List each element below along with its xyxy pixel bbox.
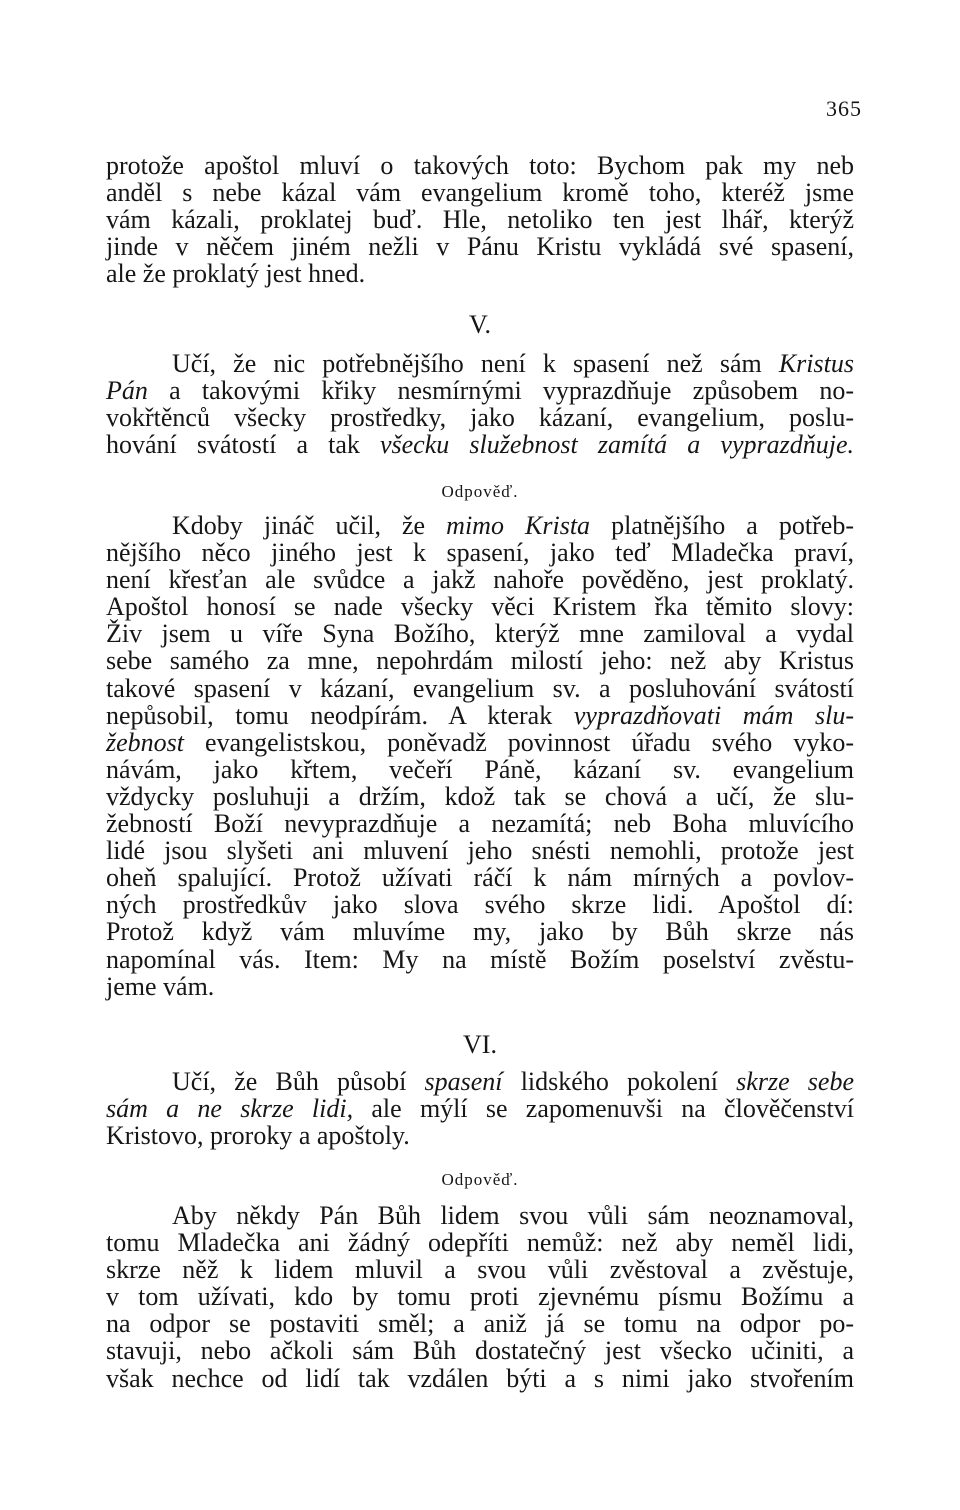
text-line: Kdoby jináč učil, že mimo Krista platnějšího a potřeb-	[172, 511, 854, 540]
text-line: vám kázali, proklatej buď. Hle, netoliko ten jest lhář, kterýž	[106, 205, 854, 235]
text-line: Živ jsem u víře Syna Božího, kterýž mne zamiloval a vydal	[106, 619, 854, 649]
text-line: na odpor se postaviti směl; a aniž já se tomu na odpor po-	[106, 1309, 854, 1339]
text-line: Kristovo, proroky a apoštoly.	[106, 1121, 410, 1151]
answer-label-vi: Odpověď.	[441, 1170, 519, 1189]
section-heading-v: V.	[469, 310, 491, 339]
page-number: 365	[826, 96, 862, 121]
text-line: Učí, že nic potřebnějšího není k spasení než sám Kristus	[172, 349, 854, 378]
text-line: oheň spalující. Protož užívati ráčí k nám mírných a povlov-	[106, 863, 854, 893]
text-line: Učí, že Bůh působí spasení lidského pokolení skrze sebe	[172, 1067, 854, 1096]
text-line: hování svátostí a tak všecku služebnost zamítá a vyprazdňuje.	[106, 430, 854, 460]
text-line: stavuji, nebo ačkoli sám Bůh dostatečný jest všecko učiniti, a	[106, 1336, 854, 1366]
answer-label-v: Odpověď.	[441, 482, 519, 501]
section-v-thesis	[106, 350, 854, 458]
text-line: vždycky posluhuji a držím, kdož tak se chová a učí, že slu-	[106, 781, 854, 811]
text-line: anděl s nebe kázal vám evangelium kromě toho, kteréž jsme	[106, 178, 854, 208]
text-line: lidé jsou slyšeti ani mluvení jeho snésti nemohli, protože jest	[106, 836, 854, 866]
text-line: nepůsobil, tomu neodpírám. A kterak vyprazdňovati mám slu-	[106, 700, 855, 730]
section-v-answer	[106, 512, 854, 1000]
text-line: Protož když vám mluvíme my, jako by Bůh skrze nás	[106, 917, 854, 947]
text-line: jinde v něčem jiném nežli v Pánu Kristu vykládá své spasení,	[106, 232, 854, 262]
text-line: Pán a takovými křiky nesmírnými vyprazdňuje způsobem no-	[106, 376, 854, 406]
text-line: návám, jako křtem, večeří Páně, kázaní sv. evangelium	[106, 754, 854, 784]
text-line: žebnost evangelistskou, poněvadž povinnost úřadu svého vyko-	[106, 727, 854, 757]
text-line: ných prostředkův jako slova svého skrze lidi. Apoštol dí:	[106, 890, 854, 920]
text-line: jeme vám.	[106, 971, 215, 1001]
text-line: ale že proklatý jest hned.	[106, 259, 366, 289]
paragraph-intro	[106, 152, 854, 287]
text-line: napomínal vás. Item: My na místě Božím poselství zvěstu-	[106, 944, 854, 974]
text-line: však nechce od lidí tak vzdálen býti a s nimi jako stvořením	[106, 1363, 854, 1393]
section-vi-answer	[106, 1202, 854, 1392]
text-line: takové spasení v kázaní, evangelium sv. a posluhování svátostí	[106, 673, 854, 703]
text-line: Apoštol honosí se nade všecky věci Kristem řka těmito slovy:	[106, 592, 854, 622]
text-line: vokřtěnců všecky prostředky, jako kázaní, evangelium, poslu-	[106, 403, 854, 433]
text-line: tomu Mladečka ani žádný odepříti nemůž: než aby neměl lidi,	[106, 1228, 854, 1258]
text-line: nějšího něco jiného jest k spasení, jako teď Mladečka praví,	[106, 538, 854, 568]
section-heading-vi: VI.	[463, 1030, 497, 1059]
text-line: protože apoštol mluví o takových toto: Bychom pak my neb	[106, 151, 854, 180]
text-line: Aby někdy Pán Bůh lidem svou vůli sám neoznamoval,	[172, 1201, 854, 1230]
text-line: není křesťan ale svůdce a jakž nahoře pověděno, jest proklatý.	[106, 565, 854, 595]
text-line: skrze něž k lidem mluvil a svou vůli zvěstoval a zvěstuje,	[106, 1255, 854, 1285]
text-line: v tom užívati, kdo by tomu proti zjevnému písmu Božímu a	[106, 1282, 854, 1312]
text-line: sebe samého za mne, nepohrdám milostí jeho: než aby Kristus	[106, 646, 854, 676]
text-line: žebností Boží nevyprazdňuje a nezamítá; neb Boha mluvícího	[106, 809, 854, 839]
text-line: sám a ne skrze lidi, ale mýlí se zapomenuvši na člověčenství	[106, 1094, 855, 1124]
section-vi-thesis	[106, 1068, 854, 1149]
